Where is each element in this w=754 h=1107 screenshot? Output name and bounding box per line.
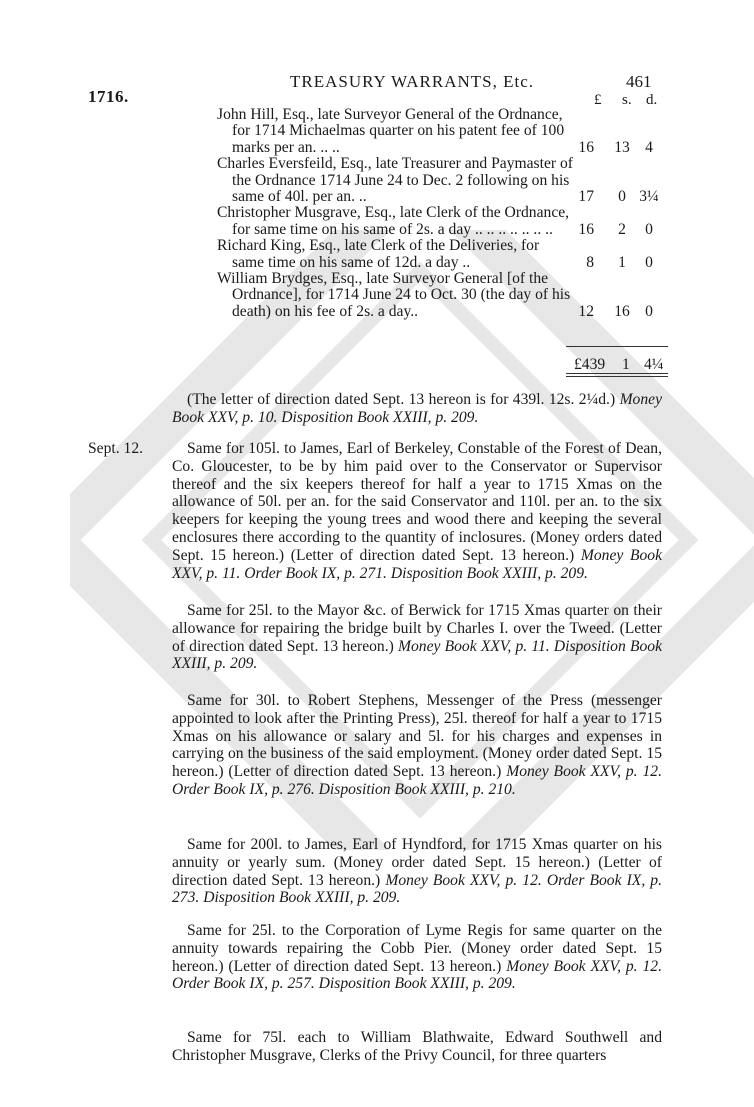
warrant-text: Same for 105l. to James, Earl of Berkeley, Constable of the Forest of Dean, Co. Gloucester, to be by him paid over to the Conservator or Supervisor thereof and the six keepers thereof for half a year to 1715 Xmas on the allowance of 50l. per an. for the said Conservator and 110l. per an. to the six keepers for keeping the young trees and wood there and keeping the several enclosures there according to the quantity of inclosures. (Money orders dated Sept. 15 hereon.) (Letter of direction dated Sept. 13 hereon.) — [172, 440, 662, 564]
warrant-text: Same for 200l. to James, Earl of Hyndford, for 1715 Xmas quarter on his annuity or yearly sum. (Money order dated Sept. 15 hereon.) (Letter of direction dated Sept. 13 hereon.) — [172, 836, 662, 889]
amount-pounds: 17 — [578, 188, 594, 206]
book-references: Money Book XXV, p. 11. Disposition Book XXIII, p. 209. — [172, 637, 662, 673]
warrant-paragraph — [172, 440, 662, 582]
amount-shillings: 1 — [618, 253, 626, 271]
direction-note-text: (The letter of direction dated Sept. 13 hereon is for 439l. 12s. 2¼d.) — [187, 391, 616, 408]
total-rule — [566, 346, 668, 347]
payment-entry-text: Richard King, Esq., late Clerk of the Deliveries, for same time on his same of 12d. a day .. — [217, 237, 540, 271]
direction-note — [172, 391, 662, 427]
payment-entry — [217, 238, 667, 271]
warrant-text: Same for 25l. to the Corporation of Lyme Regis for same quarter on the annuity towards repairing the Cobb Pier. (Money order dated Sept. 15 hereon.) (Letter of direction dated Sept. 13 hereon.) — [172, 922, 662, 975]
payment-entry-text: William Brydges, Esq., late Surveyor General [of the Ordnance], for 1714 June 24 to Oct. 30 (the day of his death) on his fee of 2s. a day.. — [217, 270, 571, 320]
column-head-pounds: £ — [594, 92, 602, 108]
book-references: Money Book XXV, p. 10. Disposition Book XXIII, p. 209. — [172, 391, 662, 426]
amount-pounds: 12 — [578, 302, 594, 320]
warrant-paragraph — [172, 1029, 662, 1065]
column-head-pence: d. — [646, 92, 658, 108]
warrant-paragraph — [172, 602, 662, 673]
amount-pence: 4 — [645, 138, 653, 156]
warrant-text: Same for 25l. to the Mayor &c. of Berwick for 1715 Xmas quarter on their allowance for repairing the bridge built by Charles I. over the Tweed. (Letter of direction dated Sept. 13 hereon.) — [172, 602, 662, 655]
running-title: TREASURY WARRANTS, Etc. — [290, 72, 535, 91]
total-pence: 4¼ — [644, 356, 664, 373]
payment-entry-text: Christopher Musgrave, Esq., late Clerk of the Ordnance, for same time on his same of 2s. a day .. .. .. .. .. .. .. — [217, 204, 570, 238]
amount-shillings: 16 — [614, 302, 630, 320]
total-shillings: 1 — [622, 356, 630, 373]
amount-pounds: 16 — [578, 220, 594, 238]
warrant-paragraph — [172, 922, 662, 993]
amount-pounds: 8 — [586, 253, 594, 271]
payment-entry — [217, 107, 667, 156]
total-pounds: £439 — [574, 356, 606, 373]
total-rule — [566, 373, 668, 374]
book-references: Money Book XXV, p. 12. Order Book IX, p. 273. Disposition Book XXIII, p. 209. — [172, 871, 662, 907]
amount-shillings: 13 — [614, 138, 630, 156]
book-references: Money Book XXV, p. 12. Order Book IX, p. 276. Disposition Book XXIII, p. 210. — [172, 763, 662, 798]
margin-date: Sept. 12. — [88, 440, 144, 457]
warrant-text: Same for 75l. each to William Blathwaite, Edward Southwell and Christopher Musgrave, Clerks of the Privy Council, for three quarters — [172, 1029, 662, 1064]
amount-shillings: 2 — [618, 220, 626, 238]
amount-pence: 0 — [645, 253, 653, 271]
column-head-shillings: s. — [622, 92, 632, 108]
amount-pence: 0 — [645, 302, 653, 320]
warrant-paragraph — [172, 692, 662, 799]
amount-pounds: 16 — [578, 138, 594, 156]
payment-entry — [217, 156, 667, 205]
total-rule — [566, 376, 668, 377]
warrant-paragraph — [172, 836, 662, 907]
payment-entry — [217, 271, 667, 320]
amount-shillings: 0 — [618, 188, 626, 206]
payment-entry — [217, 205, 667, 238]
payment-entry-text: John Hill, Esq., late Surveyor General of the Ordnance, for 1714 Michaelmas quarter on his patent fee of 100 marks per an. .. .. — [217, 106, 565, 156]
margin-year: 1716. — [88, 87, 129, 106]
amount-pence: 3¼ — [639, 188, 659, 206]
warrant-text: Same for 30l. to Robert Stephens, Messenger of the Press (messenger appointed to look after the Printing Press), 25l. thereof for half a year to 1715 Xmas on his allowance or salary and 5l. for his charges and expenses in carrying on the business of the said employment. (Money order dated Sept. 15 hereon.) (Letter of direction dated Sept. 13 hereon.) — [172, 692, 662, 781]
book-references: Money Book XXV, p. 12. Order Book IX, p. 257. Disposition Book XXIII, p. 209. — [172, 957, 662, 993]
payment-entry-text: Charles Eversfeild, Esq., late Treasurer and Paymaster of the Ordnance 1714 June 24 to Dec. 2 following on his same of 40l. per an. .. — [217, 155, 573, 206]
book-references: Money Book XXV, p. 11. Order Book IX, p. 271. Disposition Book XXIII, p. 209. — [172, 546, 663, 582]
amount-pence: 0 — [645, 220, 653, 238]
page-number: 461 — [626, 72, 652, 91]
payment-list — [217, 107, 667, 320]
